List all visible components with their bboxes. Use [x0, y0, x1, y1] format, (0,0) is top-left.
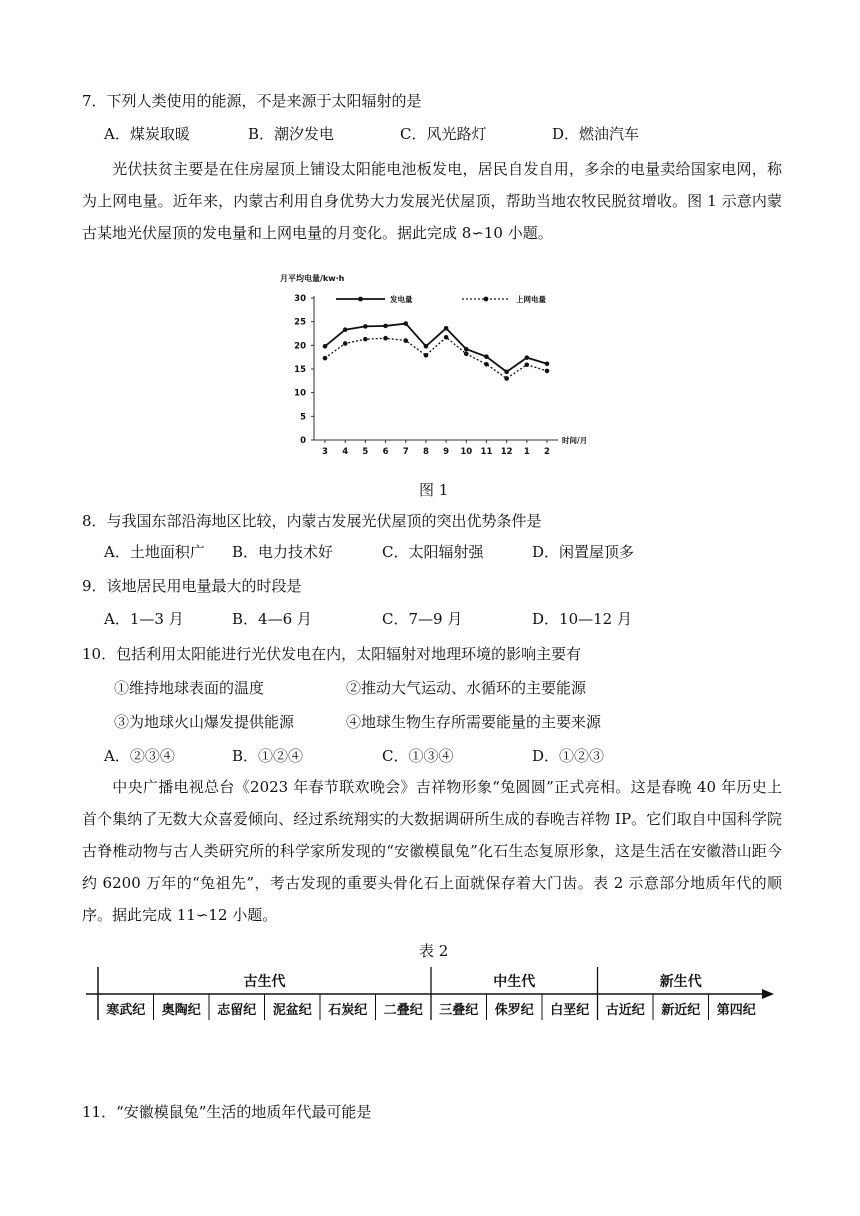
q8-option-d: D．闲置屋顶多	[532, 543, 635, 561]
series-1-point	[464, 352, 469, 357]
q7-option-c: C．风光路灯	[400, 125, 487, 143]
figure1-caption: 图 1	[419, 481, 449, 499]
q8-option-a: A．土地面积广	[104, 543, 205, 561]
period-label: 古近纪	[605, 1003, 645, 1018]
series-1-point	[484, 362, 489, 367]
series-1-point	[363, 337, 368, 342]
chart-y-tick-label: 30	[294, 294, 306, 304]
q9-stem: 9．该地居民用电量最大的时段是	[82, 577, 302, 595]
figure1-line-chart	[278, 270, 588, 460]
series-1-point	[424, 353, 429, 358]
q9-option-d: D．10—12 月	[532, 610, 632, 628]
chart-y-tick-label: 5	[300, 412, 306, 423]
q7-option-a: A．煤炭取暖	[104, 125, 190, 143]
chart-x-tick-label: 6	[382, 447, 389, 457]
era-label: 新生代	[659, 974, 702, 990]
passage-photovoltaic: 光伏扶贫主要是在住房屋顶上铺设太阳能电池板发电，居民自发自用，多余的电量卖给国家电网，称为上网电量。近年来，内蒙古利用自身优势大力发展光伏屋顶，帮助当地农牧民脱贫增收。图 1 示意内蒙古某地光伏屋顶的发电量和上网电量的月变化。据此完成 8∽10 小题。	[82, 160, 782, 242]
period-label: 奥陶纪	[161, 1003, 201, 1018]
chart-y-tick-label: 25	[294, 317, 306, 328]
period-label: 侏罗纪	[494, 1003, 534, 1018]
period-label: 志留纪	[217, 1003, 257, 1018]
series-1-point	[444, 335, 449, 340]
q9-option-c: C．7—9 月	[382, 610, 463, 628]
q10-option-a: A．②③④	[104, 747, 175, 765]
q10-item-1: ①维持地球表面的温度	[114, 679, 265, 697]
series-1-point	[545, 369, 550, 374]
q10-item-2: ②推动大气运动、水循环的主要能源	[346, 679, 587, 697]
era-label: 中生代	[493, 974, 536, 990]
q11-stem: 11．“安徽模鼠兔”生活的地质年代最可能是	[82, 1103, 372, 1121]
series-0-point	[363, 324, 368, 329]
series-0-point	[424, 344, 429, 349]
legend-marker-1	[484, 297, 489, 302]
series-1-point	[525, 362, 530, 367]
legend-label-0: 发电量	[390, 295, 413, 304]
chart-x-tick-label: 12	[500, 447, 513, 457]
q9-option-a: A．1—3 月	[104, 610, 184, 628]
q10-option-b: B．①②④	[232, 747, 304, 765]
q8-option-c: C．太阳辐射强	[382, 543, 484, 561]
chart-y-tick-label: 0	[300, 436, 306, 446]
chart-x-tick-label: 8	[422, 447, 429, 457]
q8-option-b: B．电力技术好	[232, 543, 334, 561]
series-0-point	[464, 347, 469, 352]
series-1-point	[323, 356, 328, 361]
chart-y-tick-label: 20	[294, 341, 306, 352]
period-label: 寒武纪	[106, 1003, 146, 1018]
q7-option-d: D．燃油汽车	[552, 125, 640, 143]
period-label: 第四纪	[716, 1003, 756, 1018]
series-1-point	[403, 338, 408, 343]
q10-item-4: ④地球生物生存所需要能量的主要来源	[346, 713, 602, 731]
chart-x-tick-label: 2	[544, 447, 550, 457]
chart-x-tick-label: 3	[322, 447, 328, 457]
series-0-point	[323, 344, 328, 349]
series-0-point	[525, 355, 530, 360]
table2-title: 表 2	[419, 942, 449, 960]
series-1-point	[504, 376, 509, 381]
q7-option-b: B．潮汐发电	[248, 125, 335, 143]
q10-option-d: D．①②③	[532, 747, 605, 765]
period-label: 三叠纪	[439, 1003, 479, 1018]
era-label: 古生代	[243, 974, 286, 990]
period-label: 二叠纪	[383, 1003, 423, 1018]
series-0-point	[343, 327, 348, 332]
series-1-point	[343, 341, 348, 346]
timeline-arrow-head	[762, 989, 774, 999]
series-0-point	[545, 361, 550, 366]
q10-stem: 10．包括利用太阳能进行光伏发电在内，太阳辐射对地理环境的影响主要有	[82, 645, 582, 663]
chart-x-axis-label: 时间/月	[562, 436, 588, 445]
chart-x-tick-label: 1	[523, 447, 530, 457]
chart-x-tick-label: 4	[342, 447, 349, 457]
chart-x-tick-label: 10	[460, 447, 473, 457]
q9-option-b: B．4—6 月	[232, 610, 312, 628]
series-0-point	[504, 370, 509, 375]
period-label: 石炭纪	[328, 1003, 368, 1018]
chart-y-axis-label: 月平均电量/kw·h	[280, 274, 345, 283]
legend-label-1: 上网电量	[516, 295, 546, 304]
q7-stem: 7．下列人类使用的能源，不是来源于太阳辐射的是	[82, 92, 422, 110]
chart-y-tick-label: 10	[294, 388, 306, 399]
legend-marker-0	[358, 297, 363, 302]
series-0-point	[444, 326, 449, 331]
table2-geologic-timeline	[86, 964, 776, 1024]
chart-x-tick-label: 9	[443, 447, 450, 457]
chart-x-tick-label: 7	[402, 447, 409, 457]
chart-x-tick-label: 5	[362, 447, 369, 457]
period-label: 白垩纪	[550, 1003, 590, 1018]
series-line-1	[325, 337, 547, 378]
q10-option-c: C．①③④	[382, 747, 454, 765]
q10-item-3: ③为地球火山爆发提供能源	[114, 713, 295, 731]
series-0-point	[403, 321, 408, 326]
chart-y-tick-label: 15	[294, 365, 306, 375]
period-label: 泥盆纪	[272, 1003, 312, 1018]
series-0-point	[383, 324, 388, 329]
q8-stem: 8．与我国东部沿海地区比较，内蒙古发展光伏屋顶的突出优势条件是	[82, 512, 542, 530]
chart-x-tick-label: 11	[480, 447, 493, 457]
series-0-point	[484, 354, 489, 359]
passage-mascot: 中央广播电视总台《2023 年春节联欢晚会》吉祥物形象“兔圆圆”正式亮相。这是春晚 40 年历史上首个集纳了无数大众喜爱倾向、经过系统翔实的大数据调研所生成的春晚吉祥物 IP。它们取自中国科学院古脊椎动物与古人类研究所的科学家所发现的“安徽模鼠兔”化石生态复原形象，这是生活在安徽潜山距今约 6200 万年的“兔祖先”，考古发现的重要头骨化石上面就保存着大门齿。表 2 示意部分地质年代的顺序。据此完成 11∽12 小题。	[82, 778, 782, 924]
series-line-0	[325, 324, 547, 372]
series-1-point	[383, 336, 388, 341]
period-label: 新近纪	[661, 1003, 701, 1018]
